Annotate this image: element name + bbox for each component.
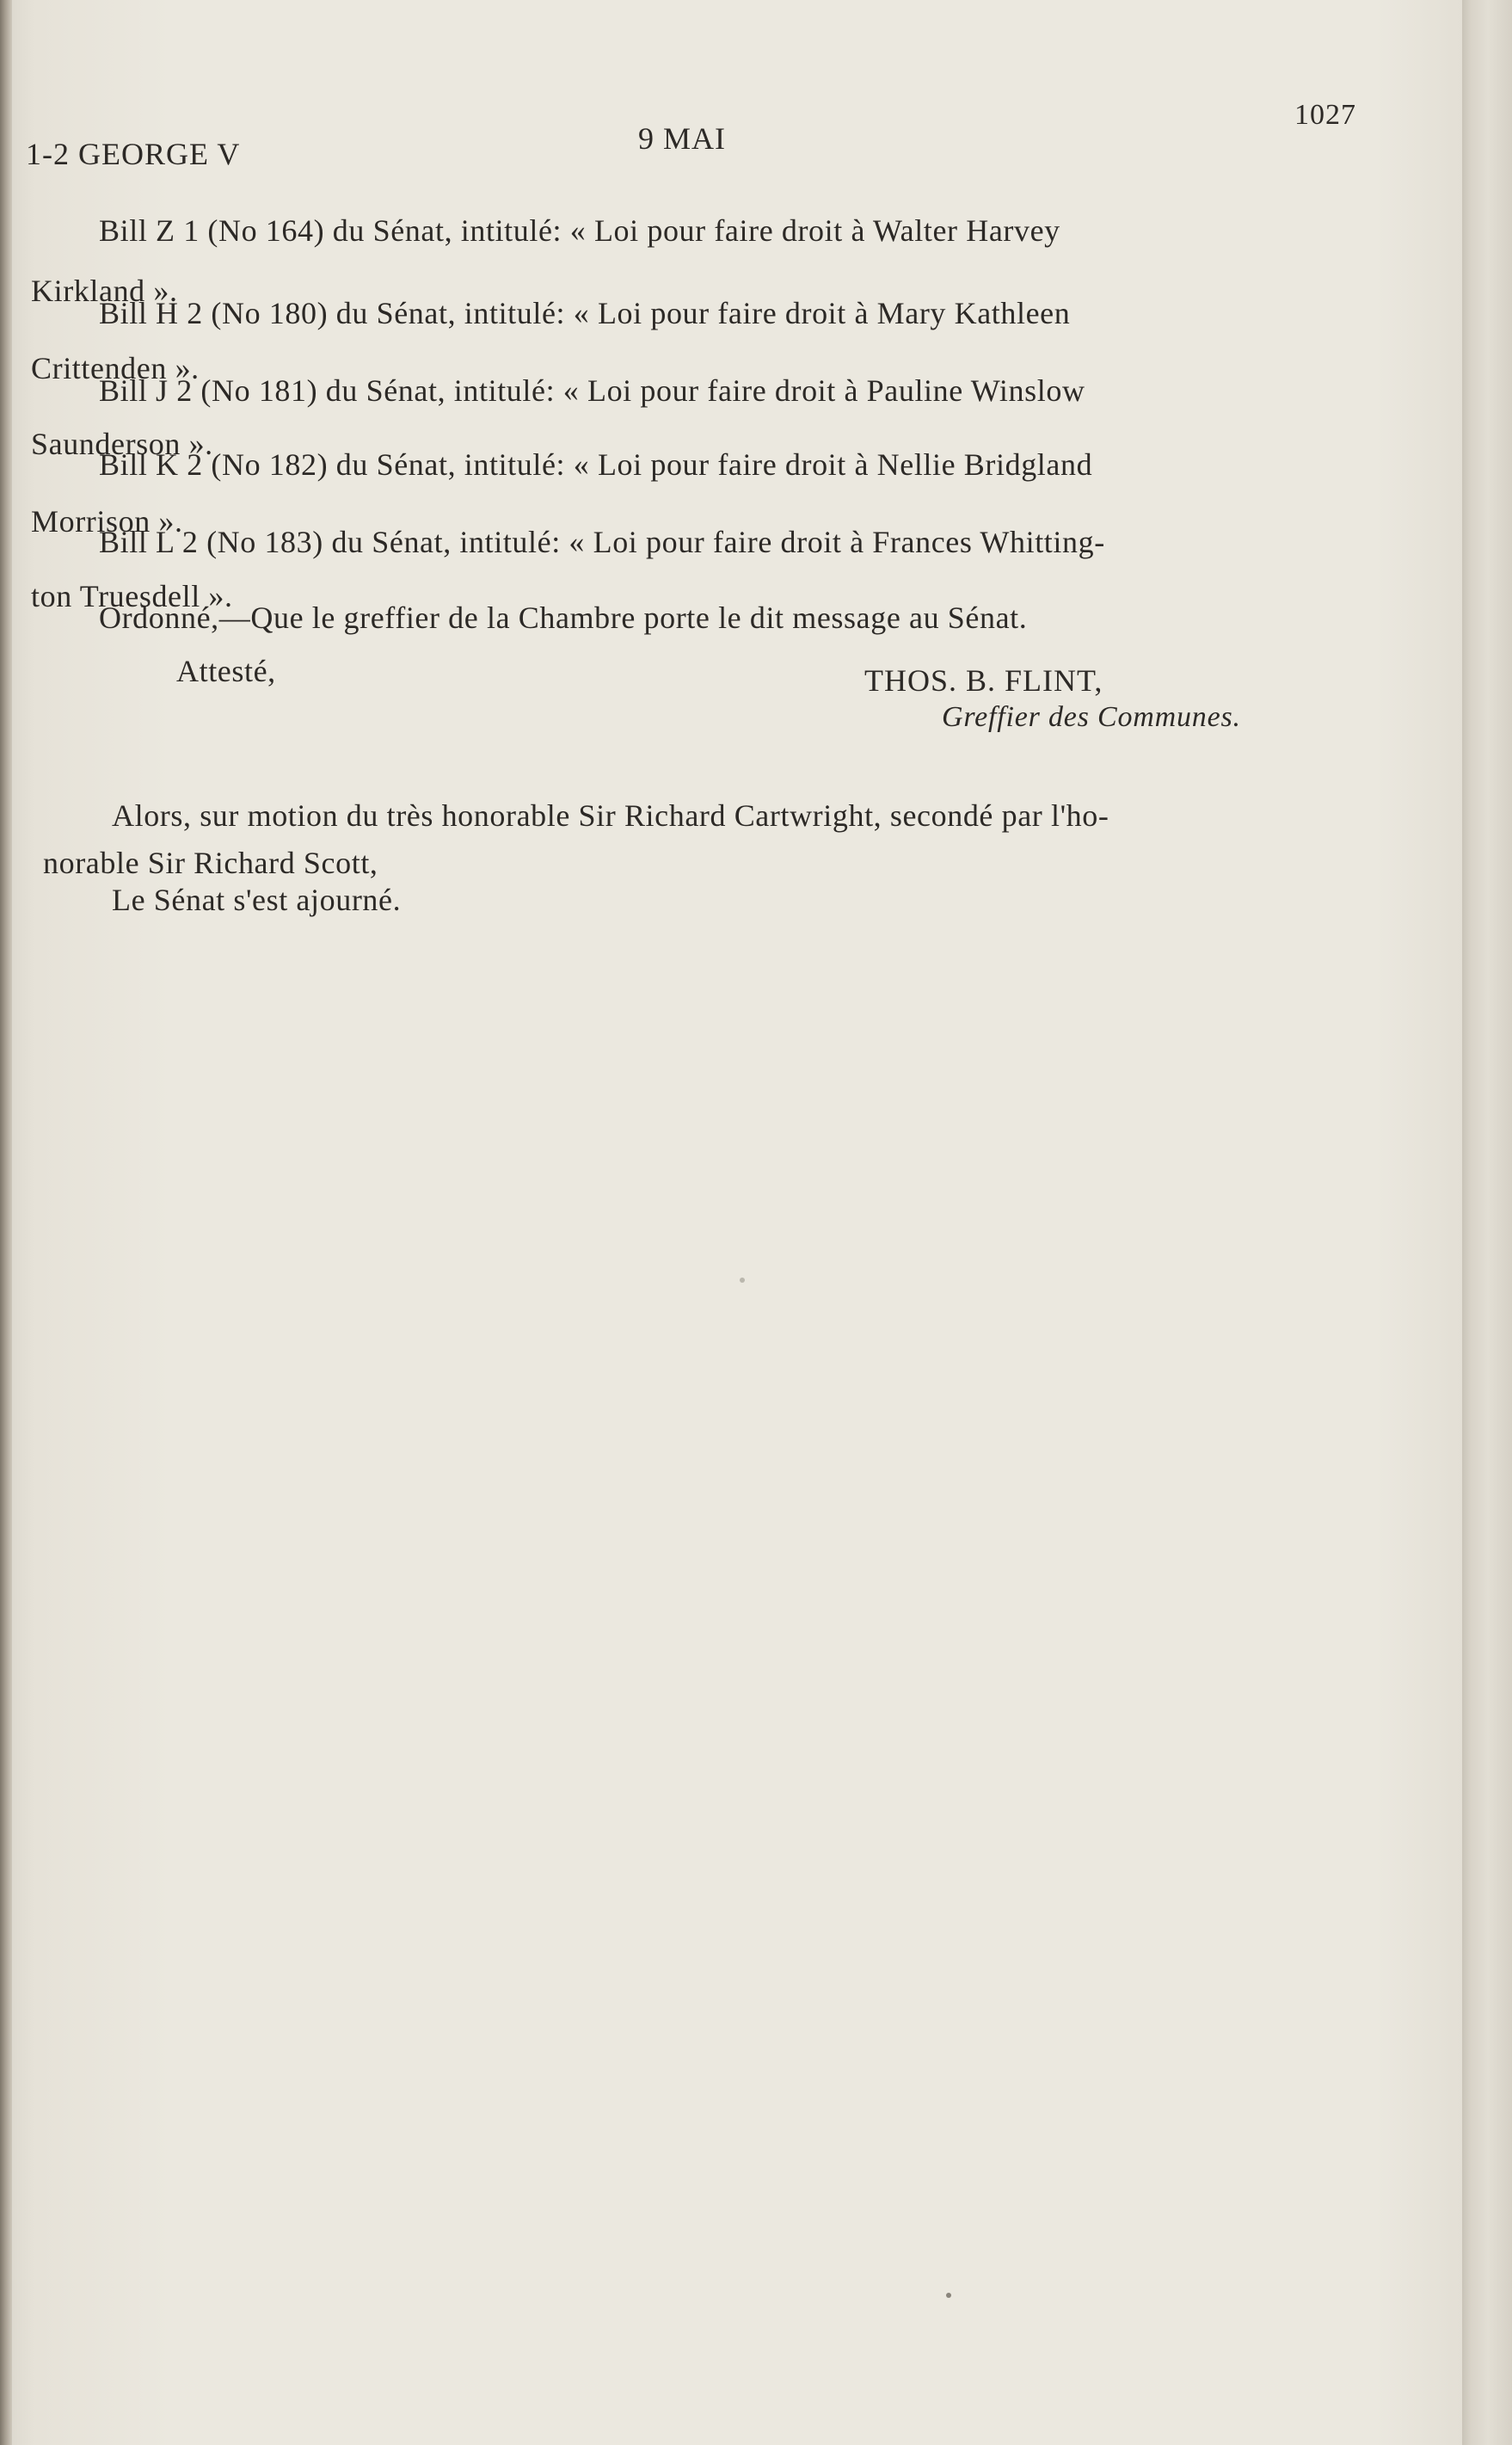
attestation-line: Attesté,	[176, 654, 276, 688]
signature-title: Greffier des Communes.	[942, 701, 1241, 733]
body-line: Saunderson ».	[31, 427, 213, 461]
body-line: Morrison ».	[31, 504, 183, 539]
closing-line: norable Sir Richard Scott,	[43, 846, 378, 880]
ink-speck	[740, 1278, 745, 1283]
running-head-left: 1-2 GEORGE V	[26, 137, 241, 171]
body-line: Bill H 2 (No 180) du Sénat, intitulé: « Loi pour faire droit à Mary Kathleen	[99, 296, 1071, 330]
body-line: Bill K 2 (No 182) du Sénat, intitulé: « Loi pour faire droit à Nellie Bridgland	[99, 447, 1093, 482]
body-line: Bill L 2 (No 183) du Sénat, intitulé: « Loi pour faire droit à Frances Whitting-	[99, 525, 1105, 559]
page-right-edge	[1462, 0, 1512, 2445]
signature-name: THOS. B. FLINT,	[864, 663, 1103, 698]
running-head-date: 9 MAI	[638, 121, 726, 156]
body-line: ton Truesdell ».	[31, 579, 233, 613]
page-binding-edge	[0, 0, 12, 2445]
closing-line: Alors, sur motion du très honorable Sir Richard Cartwright, secondé par l'ho-	[112, 798, 1109, 833]
ink-speck	[946, 2293, 951, 2298]
page-number: 1027	[1294, 99, 1356, 131]
closing-line: Le Sénat s'est ajourné.	[112, 883, 402, 917]
body-line: Crittenden ».	[31, 351, 200, 385]
body-line: Kirkland ».	[31, 274, 178, 308]
body-line: Bill J 2 (No 181) du Sénat, intitulé: « Loi pour faire droit à Pauline Winslow	[99, 373, 1085, 408]
body-line: Bill Z 1 (No 164) du Sénat, intitulé: « Loi pour faire droit à Walter Harvey	[99, 213, 1060, 248]
body-line: Ordonné,—Que le greffier de la Chambre porte le dit message au Sénat.	[99, 600, 1028, 635]
